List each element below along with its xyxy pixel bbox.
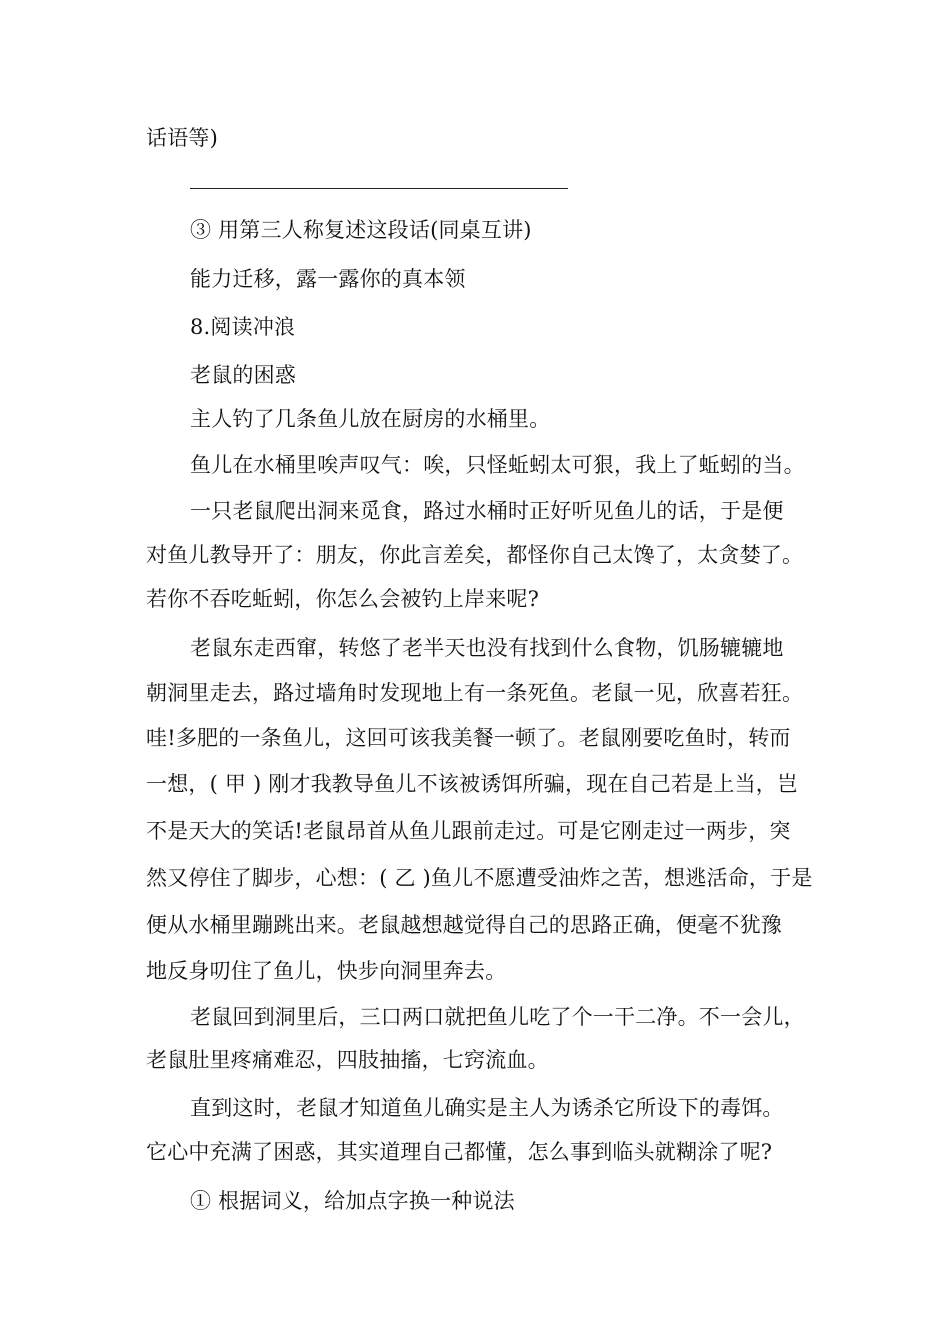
text-line: 话语等) xyxy=(146,126,218,150)
paragraph-line: 不是天大的笑话!老鼠昂首从鱼儿跟前走过。可是它刚走过一两步，突 xyxy=(146,819,791,843)
paragraph-line: 哇!多肥的一条鱼儿，这回可该我美餐一顿了。老鼠刚要吃鱼时，转而 xyxy=(146,726,791,750)
paragraph-line: 一想，( 甲 ) 刚才我教导鱼儿不该被诱饵所骗，现在自己若是上当，岂 xyxy=(146,772,799,796)
exercise-number: 8.阅读冲浪 xyxy=(190,315,296,339)
paragraph-line: 若你不吞吃蚯蚓，你怎么会被钓上岸来呢? xyxy=(146,587,540,611)
answer-blank-line xyxy=(190,188,568,189)
paragraph-line: 鱼儿在水桶里唉声叹气：唉，只怪蚯蚓太可狠，我上了蚯蚓的当。 xyxy=(190,453,805,477)
paragraph-line: 老鼠肚里疼痛难忍，四肢抽搐，七窍流血。 xyxy=(146,1048,549,1072)
paragraph-line: 它心中充满了困惑，其实道理自己都懂，怎么事到临头就糊涂了呢? xyxy=(146,1140,773,1164)
question-3-item: ③ 用第三人称复述这段话(同桌互讲) xyxy=(190,218,532,242)
paragraph-line: 老鼠回到洞里后，三口两口就把鱼儿吃了个一干二净。不一会儿， xyxy=(190,1005,805,1029)
paragraph-line: 然又停住了脚步，心想：( 乙 )鱼儿不愿遭受油炸之苦，想逃活命，于是 xyxy=(146,866,813,890)
paragraph-line: 对鱼儿教导开了：朋友，你此言差矣，都怪你自己太馋了，太贪婪了。 xyxy=(146,543,804,567)
story-title: 老鼠的困惑 xyxy=(190,363,296,387)
paragraph-line: 一只老鼠爬出洞来觅食，路过水桶时正好听见鱼儿的话，于是便 xyxy=(190,499,784,523)
paragraph-line: 朝洞里走去，路过墙角时发现地上有一条死鱼。老鼠一见，欣喜若狂。 xyxy=(146,681,804,705)
paragraph-line: 直到这时，老鼠才知道鱼儿确实是主人为诱杀它所设下的毒饵。 xyxy=(190,1096,784,1120)
paragraph-line: 地反身叨住了鱼儿，快步向洞里奔去。 xyxy=(146,959,507,983)
paragraph-line: 便从水桶里蹦跳出来。老鼠越想越觉得自己的思路正确，便毫不犹豫 xyxy=(146,913,782,937)
paragraph-line: 老鼠东走西窜，转悠了老半天也没有找到什么食物，饥肠辘辘地 xyxy=(190,636,784,660)
question-1-item: ① 根据词义，给加点字换一种说法 xyxy=(190,1189,515,1213)
paragraph-line: 主人钓了几条鱼儿放在厨房的水桶里。 xyxy=(190,407,551,431)
section-heading: 能力迁移，露一露你的真本领 xyxy=(190,267,466,291)
